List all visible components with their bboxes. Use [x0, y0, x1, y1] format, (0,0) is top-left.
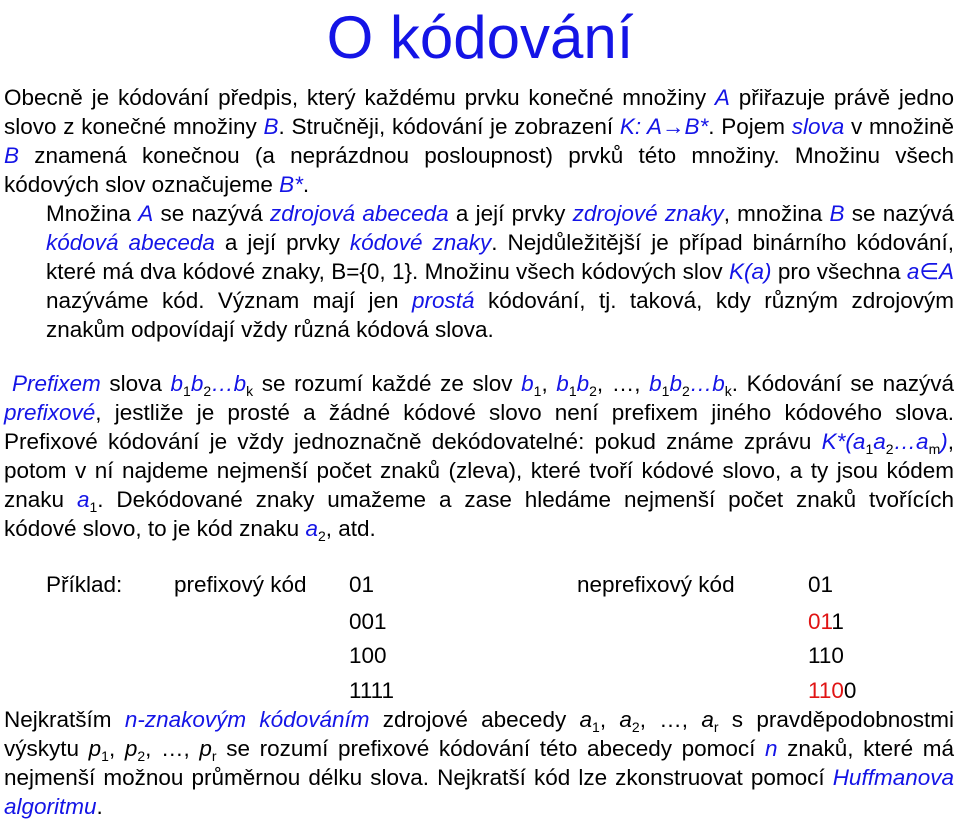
page-title: O kódování: [326, 4, 634, 71]
paragraph-prefix: Prefixem slova $b_1b_2\dots b_k$ se rozumí každé ze slov $b_1$, $b_1b_2$, …, $b_1b_2\dots b_k$. Kódování se nazývá prefixové, jestliže je prosté a žádné kódové slovo není prefixem jiného kódového slova. Prefixové kódování je vždy jednoznačně dekódovatelné: pokud známe zprávu $K*(a_1a_2\dots a_m)$, potom v ní najdeme nejmenší počet znaků (zleva), které tvoří kódové slovo, a ty jsou kódem znaku $a_1$. Dekódované znaky umažeme a zase hledáme nejmenší počet znaků tvořících kódové slovo, to je kód znaku $a_2$, atd.: [4, 371, 954, 544]
nonprefix-code-4: 1100: [808, 678, 857, 703]
example-label: Příklad:: [46, 572, 123, 597]
paragraph-alphabets: Množina A se nazývá zdrojová abeceda a její prvky zdrojové znaky, množina B se nazývá kódová abeceda a její prvky kódové znaky. Nejdůležitější je případ binárního kódování, které má dva kódové znaky, B={0, 1}. Množinu všech kódových slov K(a) pro všechna a∈A nazýváme kód. Význam mají jen prostá kódování, tj. taková, kdy různým zdrojovým znakům odpovídají vždy různá kódová slova.: [46, 201, 954, 342]
nonprefix-code-2: 011: [808, 609, 844, 634]
paragraph-definition: Obecně je kódování předpis, který každému prvku konečné množiny A přiřazuje právě jedno slovo z konečné množiny B. Stručněji, kódování je zobrazení K: A→B*. Pojem slova v množině B znamená konečnou (a neprázdnou posloupnost) prvků této množiny. Množinu všech kódových slov označujeme B*.: [4, 85, 954, 197]
nonprefix-code-label: neprefixový kód: [577, 572, 735, 597]
prefix-code-label: prefixový kód: [174, 572, 307, 597]
prefix-code-1: 01: [349, 572, 375, 597]
nonprefix-code-3: 110: [808, 643, 844, 668]
nonprefix-code-1: 01: [808, 572, 834, 597]
paragraph-shortest-code: Nejkratším n-znakovým kódováním zdrojové abecedy $a_1$, $a_2$, …, $a_r$ s pravděpodobnostmi výskytu $p_1$, $p_2$, …, $p_r$ se rozumí prefixové kódování této abecedy pomocí n znaků, které má nejmenší možnou průměrnou délku slova. Nejkratší kód lze zkonstruovat pomocí Huffmanova algoritmu.: [4, 707, 954, 819]
prefix-code-2: 001: [349, 609, 387, 634]
prefix-code-4: 1111: [349, 678, 395, 703]
prefix-code-3: 100: [349, 643, 387, 668]
